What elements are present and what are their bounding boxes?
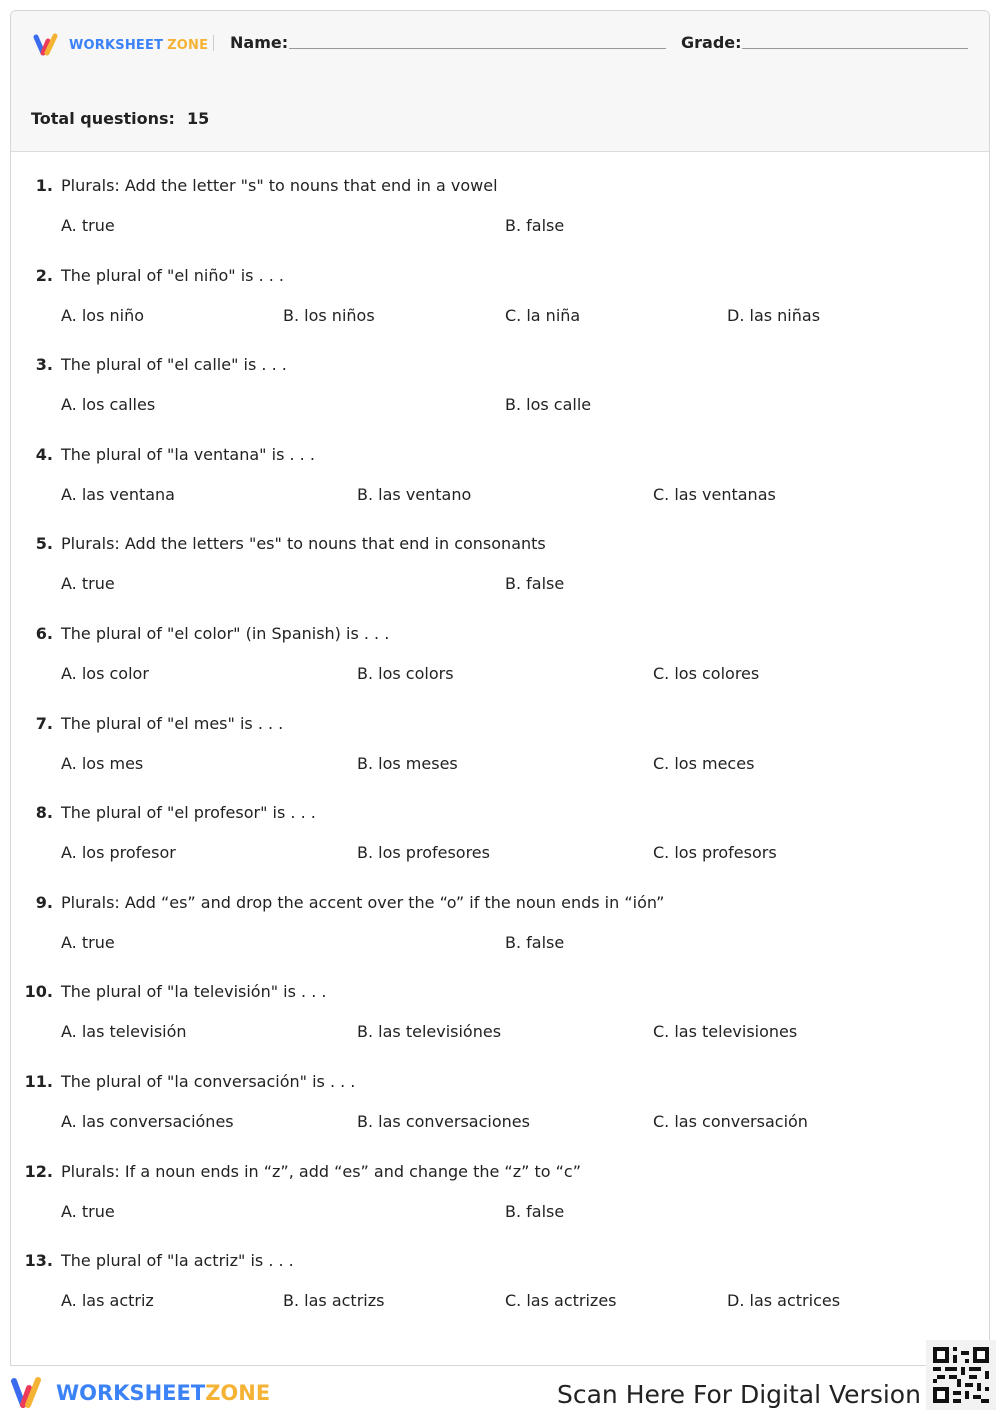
question-text: Plurals: If a noun ends in “z”, add “es” and change the “z” to “c” [61,1161,582,1181]
question [11,714,989,804]
answer-option[interactable]: B. false [505,574,565,594]
answer-option[interactable]: A. los mes [61,753,144,773]
qr-code-icon [933,1347,989,1403]
question-text-row [11,1072,355,1091]
answer-option[interactable]: A. los profesor [61,843,176,863]
question-text-row [11,355,287,374]
question-number: 9. [35,892,53,912]
question-text-row [11,1251,294,1270]
question-text-row [11,534,546,553]
question-text: The plural of "el niño" is . . . [61,265,284,285]
question-text: Plurals: Add the letter "s" to nouns that end in a vowel [61,176,498,195]
answer-option[interactable]: A. los color [61,663,149,683]
name-field[interactable] [289,48,666,49]
qr-code[interactable] [926,1340,996,1410]
question [11,1162,989,1252]
question-text: The plural of "la conversación" is . . . [61,1071,356,1091]
answer-option[interactable]: A. los niño [61,305,145,325]
question [11,355,989,445]
question [11,624,989,714]
answer-option[interactable]: C. las televisiones [653,1022,798,1042]
grade-label: Grade: [681,33,742,52]
question [11,176,989,266]
footer [0,1366,1000,1414]
answer-option[interactable]: C. las conversación [653,1111,808,1131]
answer-option[interactable]: B. los colors [357,663,454,683]
question-text-row [11,1162,581,1181]
question [11,266,989,356]
question-number: 1. [35,176,53,195]
answer-option[interactable]: B. false [505,216,565,235]
answer-option[interactable]: A. las conversaciónes [61,1111,234,1131]
grade-field[interactable] [742,48,968,49]
answer-option[interactable]: B. false [505,932,565,952]
answer-option[interactable]: B. los niños [283,305,375,325]
question-text: Plurals: Add “es” and drop the accent over the “o” if the noun ends in “ión” [61,892,665,912]
logo-icon [33,33,65,57]
answer-option[interactable]: A. true [61,932,115,952]
question-list [11,176,989,1341]
question-text-row [11,624,389,643]
answer-option[interactable]: B. las ventano [357,484,472,504]
question-text-row [11,176,498,195]
answer-option[interactable]: C. los colores [653,663,760,683]
answer-option[interactable]: C. los profesors [653,843,777,863]
answer-option[interactable]: B. los calle [505,395,592,415]
question-text: The plural of "el calle" is . . . [61,355,287,375]
answer-option[interactable]: B. los profesores [357,843,490,863]
question-text-row [11,803,316,822]
total-questions [31,109,209,128]
question-number: 5. [35,534,53,554]
question-number: 10. [24,982,53,1002]
answer-option[interactable]: B. false [505,1201,565,1221]
question-number: 11. [24,1071,53,1091]
question-text: The plural of "la televisión" is . . . [61,982,327,1002]
question-number: 2. [35,265,53,285]
brand-name-a: WORKSHEET [69,37,164,53]
answer-option[interactable]: D. las niñas [727,305,821,325]
footer-brand-a: WORKSHEET [56,1381,206,1405]
brand-name-b: ZONE [167,37,209,53]
logo-icon [10,1376,50,1410]
question [11,982,989,1072]
answer-option[interactable]: C. las actrizes [505,1291,617,1311]
question [11,1072,989,1162]
question-text: The plural of "el mes" is . . . [61,713,284,733]
answer-option[interactable]: B. las actrizs [283,1291,385,1311]
answer-option[interactable]: D. las actrices [727,1291,841,1311]
divider [213,35,214,51]
answer-option[interactable]: A. true [61,574,115,594]
brand-logo [33,33,208,57]
total-value: 15 [186,109,210,128]
answer-option[interactable]: C. los meces [653,753,755,773]
answer-option[interactable]: A. las ventana [61,484,175,504]
question-number: 4. [35,444,53,464]
answer-option[interactable]: C. la niña [505,305,581,325]
answer-option[interactable]: A. las actriz [61,1291,154,1311]
question [11,445,989,535]
footer-brand-b: ZONE [205,1381,271,1405]
question-number: 8. [35,803,53,823]
answer-option[interactable]: B. las televisiónes [357,1022,502,1042]
question-text: The plural of "la actriz" is . . . [61,1251,294,1271]
worksheet [10,10,990,1366]
question-text-row [11,266,284,285]
question-text: The plural of "el profesor" is . . . [61,803,316,823]
answer-option[interactable]: A. true [61,216,115,235]
question-number: 12. [24,1161,53,1181]
answer-option[interactable]: B. los meses [357,753,458,773]
answer-option[interactable]: A. true [61,1201,115,1221]
question [11,893,989,983]
question [11,803,989,893]
answer-option[interactable]: C. las ventanas [653,484,776,504]
footer-logo [10,1376,270,1410]
question-text-row [11,445,315,464]
question [11,1251,989,1341]
total-label: Total questions: [31,109,175,128]
question [11,534,989,624]
answer-option[interactable]: A. los calles [61,395,156,415]
question-text-row [11,982,326,1001]
scan-text: Scan Here For Digital Version [557,1380,921,1409]
question-number: 7. [35,713,53,733]
question-number: 6. [35,623,53,643]
answer-option[interactable]: B. las conversaciones [357,1111,530,1131]
question-text: The plural of "el color" (in Spanish) is . . . [61,623,390,643]
question-number: 3. [35,355,53,375]
name-label: Name: [230,33,289,52]
question-text-row [11,714,283,733]
question-number: 13. [24,1251,53,1271]
question-text: The plural of "la ventana" is . . . [61,444,315,464]
worksheet-header [11,11,989,152]
question-text-row [11,893,664,912]
question-text: Plurals: Add the letters "es" to nouns that end in consonants [61,534,546,554]
answer-option[interactable]: A. las televisión [61,1022,187,1042]
